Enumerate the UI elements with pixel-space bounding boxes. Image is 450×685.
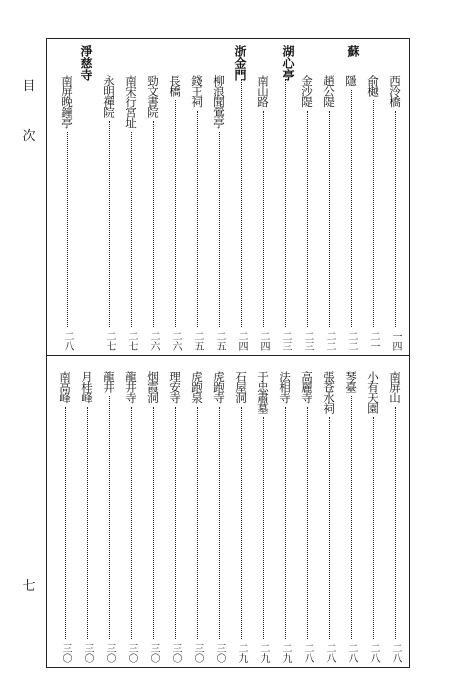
dot-leader <box>87 407 88 640</box>
dot-leader <box>329 417 330 639</box>
side-label-ci: 次 <box>22 129 36 144</box>
toc-entry-title: 勁文書院 <box>146 75 160 117</box>
dot-leader <box>241 79 242 327</box>
toc-entry-page: 二七 <box>104 331 115 351</box>
toc-entry[interactable] <box>297 75 317 351</box>
toc-entry[interactable] <box>165 75 185 351</box>
toc-entry-title: 于忠肅墓 <box>256 371 270 413</box>
toc-entry[interactable] <box>275 371 295 663</box>
toc-header-2: 湖心亭 <box>281 45 295 81</box>
toc-entry-page: 二九 <box>236 643 247 663</box>
toc-entry-page: 二四 <box>258 331 269 351</box>
toc-entry-page: 二五 <box>192 331 203 351</box>
dot-leader <box>175 407 176 640</box>
toc-entry-page: 二三 <box>280 331 291 351</box>
dot-leader <box>109 396 110 639</box>
dot-leader <box>395 407 396 640</box>
toc-entry-page: 二二 <box>324 331 335 351</box>
toc-entry-title: 南山路 <box>256 75 270 107</box>
dot-leader <box>329 111 330 328</box>
toc-entry[interactable] <box>57 75 77 351</box>
dot-leader <box>219 132 220 328</box>
toc-entry[interactable] <box>121 371 141 663</box>
toc-entry[interactable] <box>319 371 339 663</box>
toc-entry-title: 長橋 <box>168 75 182 96</box>
dot-leader <box>285 407 286 640</box>
toc-entry[interactable] <box>253 75 273 351</box>
dot-leader <box>109 121 110 327</box>
toc-entry-title: 虎跑泉 <box>190 371 204 403</box>
toc-entry-page: 二八 <box>62 331 73 351</box>
toc-header-3: 浙金門 <box>233 45 247 81</box>
toc-entry-title: 烟霞洞 <box>146 371 160 403</box>
toc-entry[interactable] <box>99 75 119 351</box>
toc-entry-page: 二六 <box>148 331 159 351</box>
toc-entry-page: 二九 <box>258 643 269 663</box>
toc-entry-page: 三〇 <box>82 643 93 663</box>
dot-leader <box>263 111 264 328</box>
toc-entry-page: 三〇 <box>60 643 71 663</box>
toc-entry-page: 三〇 <box>148 643 159 663</box>
dot-leader <box>131 407 132 640</box>
toc-entry-page: 二八 <box>302 643 313 663</box>
toc-entry-title: 俞樾 <box>366 75 380 96</box>
toc-entry[interactable] <box>385 371 405 663</box>
toc-entry-page: 三〇 <box>170 643 181 663</box>
dot-leader <box>373 417 374 639</box>
toc-entry[interactable] <box>187 75 207 351</box>
toc-entry-page: 二一 <box>368 331 379 351</box>
dot-leader <box>307 407 308 640</box>
toc-entry-title: 虎跑寺 <box>212 371 226 403</box>
dot-leader <box>219 407 220 640</box>
toc-entry-title: 龍井 <box>102 371 116 392</box>
toc-entry-page: 二八 <box>346 643 357 663</box>
toc-entry[interactable] <box>363 371 383 663</box>
toc-entry-page: 二八 <box>324 643 335 663</box>
dot-leader <box>351 396 352 639</box>
dot-leader <box>197 407 198 640</box>
toc-entry[interactable] <box>341 371 361 663</box>
toc-entry[interactable] <box>121 75 141 351</box>
toc-entry[interactable] <box>231 371 251 663</box>
toc-entry[interactable] <box>209 75 229 351</box>
toc-entry[interactable] <box>385 75 405 351</box>
toc-entry[interactable] <box>165 371 185 663</box>
toc-entry-title: 南宋行宮址 <box>124 75 138 128</box>
toc-entry[interactable] <box>319 75 339 351</box>
toc-entry-title: 龍井寺 <box>124 371 138 403</box>
toc-entry-title: 南屏山 <box>388 371 402 403</box>
toc-entry-page: 三〇 <box>192 643 203 663</box>
toc-entry-page: 二九 <box>280 643 291 663</box>
toc-entry-title: 理安寺 <box>168 371 182 403</box>
toc-entry-title: 石屋洞 <box>234 371 248 403</box>
dot-leader <box>351 90 352 328</box>
toc-entry-title: 隱 <box>344 75 358 86</box>
toc-entry[interactable] <box>275 75 295 351</box>
toc-entry[interactable] <box>253 371 273 663</box>
toc-entry-page: 二三 <box>302 331 313 351</box>
toc-entry-page: 二五 <box>214 331 225 351</box>
dot-leader <box>153 407 154 640</box>
toc-entry-title: 金沙隄 <box>300 75 314 107</box>
toc-entry[interactable] <box>143 75 163 351</box>
toc-entry-page: 二七 <box>126 331 137 351</box>
dot-leader <box>373 100 374 327</box>
toc-entry[interactable] <box>231 75 251 351</box>
toc-entry-page: 二六 <box>170 331 181 351</box>
toc-entry-title: 月桂峰 <box>80 371 94 403</box>
page-number: 七 <box>22 579 36 594</box>
toc-entry-title: 南屏晚鐘亭 <box>60 75 74 128</box>
toc-entry-title: 琴臺 <box>344 371 358 392</box>
toc-entry[interactable] <box>143 371 163 663</box>
toc-entry-page: 三〇 <box>104 643 115 663</box>
toc-entry-page: 二八 <box>368 643 379 663</box>
dot-leader <box>65 407 66 640</box>
dot-leader <box>131 132 132 328</box>
toc-header-1: 蘇 <box>346 45 360 57</box>
toc-entry-title: 趙公隄 <box>322 75 336 107</box>
dot-leader <box>395 111 396 328</box>
toc-entry[interactable] <box>55 371 75 663</box>
dot-leader <box>263 417 264 639</box>
toc-entry[interactable] <box>297 371 317 663</box>
dot-leader <box>153 121 154 327</box>
toc-entry-page: 一四 <box>390 331 401 351</box>
toc-entry-title: 張苍水祠 <box>322 371 336 413</box>
toc-entry-title: 高麗寺 <box>300 371 314 403</box>
dot-leader <box>197 111 198 328</box>
toc-entry[interactable] <box>99 371 119 663</box>
toc-entry-page: 二四 <box>236 331 247 351</box>
dot-leader <box>175 100 176 327</box>
toc-entry-page: 三〇 <box>214 643 225 663</box>
toc-entry-title: 西泠橋 <box>388 75 402 107</box>
dot-leader <box>67 132 68 328</box>
toc-header-4: 淨慈寺 <box>79 45 93 81</box>
dot-leader <box>241 407 242 640</box>
toc-entry-title: 小有天園 <box>366 371 380 413</box>
toc-entry[interactable] <box>209 371 229 663</box>
toc-entry[interactable] <box>341 75 361 351</box>
toc-entry-title: 永明禪院 <box>102 75 116 117</box>
toc-entry[interactable] <box>187 371 207 663</box>
dot-leader <box>307 111 308 328</box>
toc-entry-title: 柳浪聞鶯亭 <box>212 75 226 128</box>
toc-entry-page: 二八 <box>390 643 401 663</box>
section-divider <box>47 355 409 356</box>
side-label-mu: 目 <box>22 79 36 94</box>
toc-frame <box>46 38 410 668</box>
toc-entry[interactable] <box>77 371 97 663</box>
dot-leader <box>285 79 286 327</box>
toc-entry-title: 錢王祠 <box>190 75 204 107</box>
toc-entry-title: 法相寺 <box>278 371 292 403</box>
toc-entry[interactable] <box>363 75 383 351</box>
toc-entry-page: 三〇 <box>126 643 137 663</box>
toc-entry-page: 二二 <box>346 331 357 351</box>
toc-entry-title: 南高峰 <box>58 371 72 403</box>
